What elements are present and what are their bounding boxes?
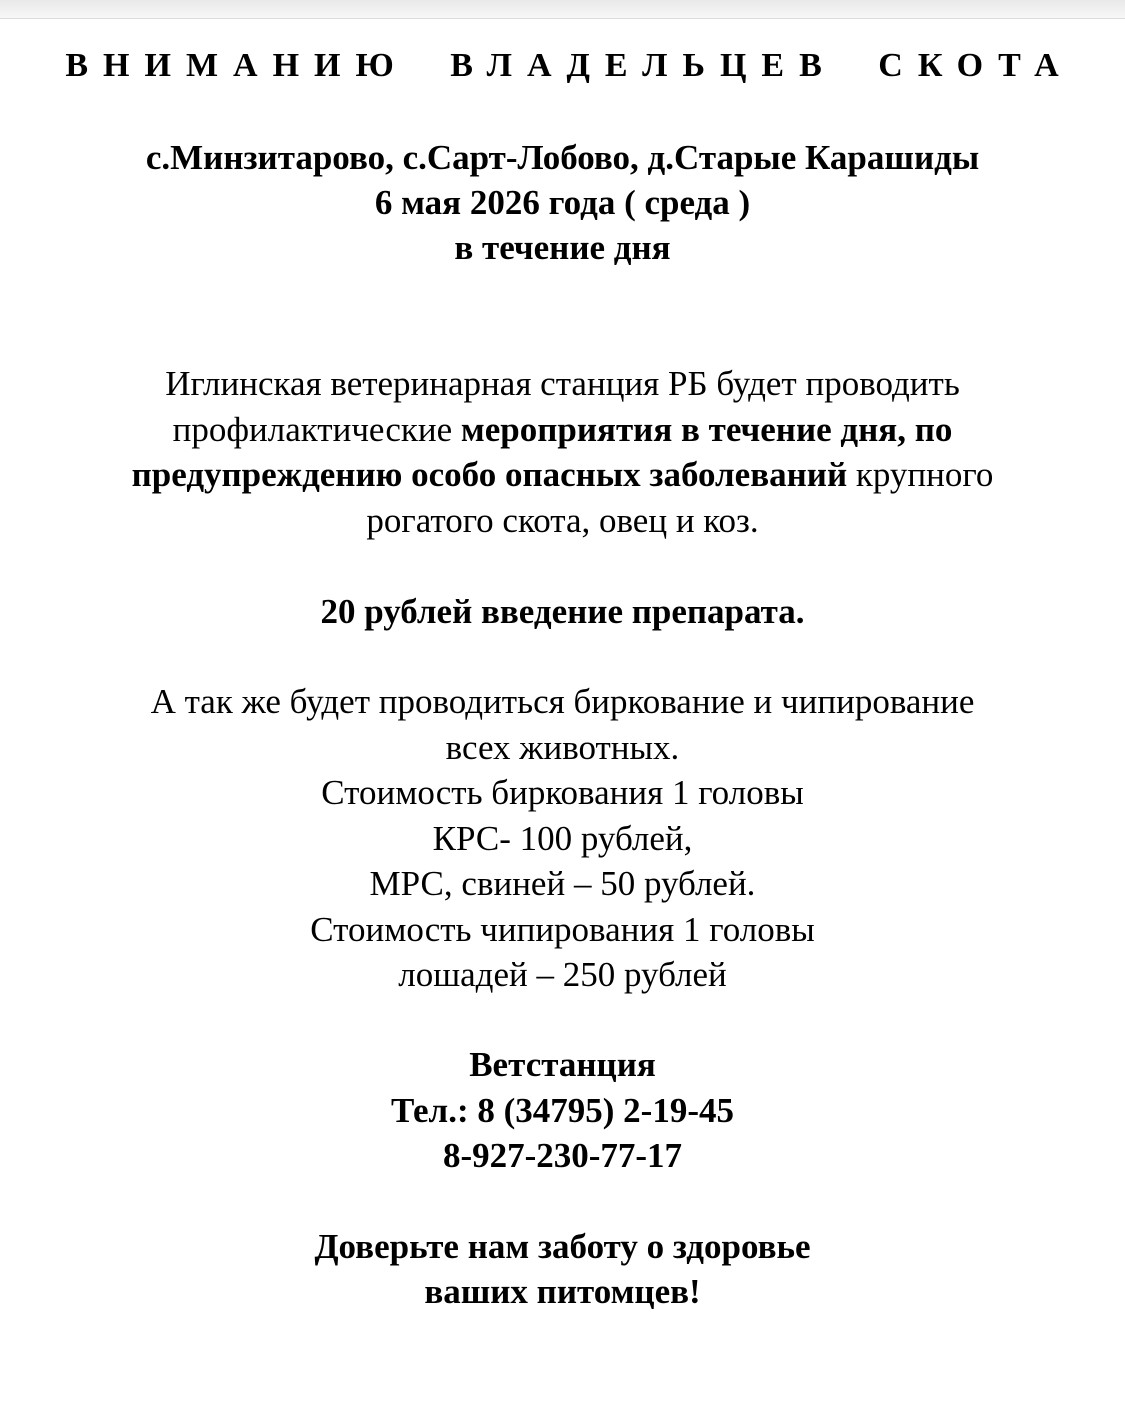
intro-line-3	[0, 453, 1125, 497]
date-line: 6 мая 2026 года ( среда )	[374, 183, 751, 222]
intro-line-2-bold: мероприятия в течение дня, по	[460, 410, 953, 449]
intro-line-2-normal: профилактические	[172, 410, 461, 449]
time-line: в течение дня	[454, 228, 671, 267]
tagging-line-2: всех животных.	[445, 728, 680, 767]
contact-phone-1: Тел.: 8 (34795) 2-19-45	[391, 1091, 734, 1130]
tagging-line-1: А так же будет проводиться биркование и чипирование	[150, 682, 975, 721]
notice-heading: ВНИМАНИЮ ВЛАДЕЛЬЦЕВ СКОТА	[65, 47, 1074, 84]
tagging-line-6: Стоимость чипирования 1 головы	[310, 910, 815, 949]
villages-line: с.Минзитарово, с.Сарт-Лобово, д.Старые Карашиды	[145, 138, 980, 177]
intro-line-1: Иглинская ветеринарная станция РБ будет проводить	[165, 364, 960, 403]
intro-line-3-bold: предупреждению особо опасных заболеваний	[131, 455, 848, 494]
closing-line-1: Доверьте нам заботу о здоровье	[314, 1227, 811, 1266]
closing-line-2: ваших питомцев!	[424, 1272, 701, 1311]
window-top-strip	[0, 0, 1125, 19]
tagging-line-7: лошадей – 250 рублей	[398, 955, 727, 994]
contact-phone-2: 8-927-230-77-17	[442, 1136, 683, 1175]
tagging-line-3: Стоимость биркования 1 головы	[321, 773, 804, 812]
intro-line-2	[0, 408, 1125, 452]
intro-line-3-normal: крупного	[847, 455, 994, 494]
tagging-line-5: МРС, свиней – 50 рублей.	[369, 864, 756, 903]
injection-price: 20 рублей введение препарата.	[320, 592, 805, 631]
tagging-line-4: КРС- 100 рублей,	[432, 819, 693, 858]
intro-line-4: рогатого скота, овец и коз.	[366, 501, 759, 540]
contact-name: Ветстанция	[469, 1045, 656, 1084]
